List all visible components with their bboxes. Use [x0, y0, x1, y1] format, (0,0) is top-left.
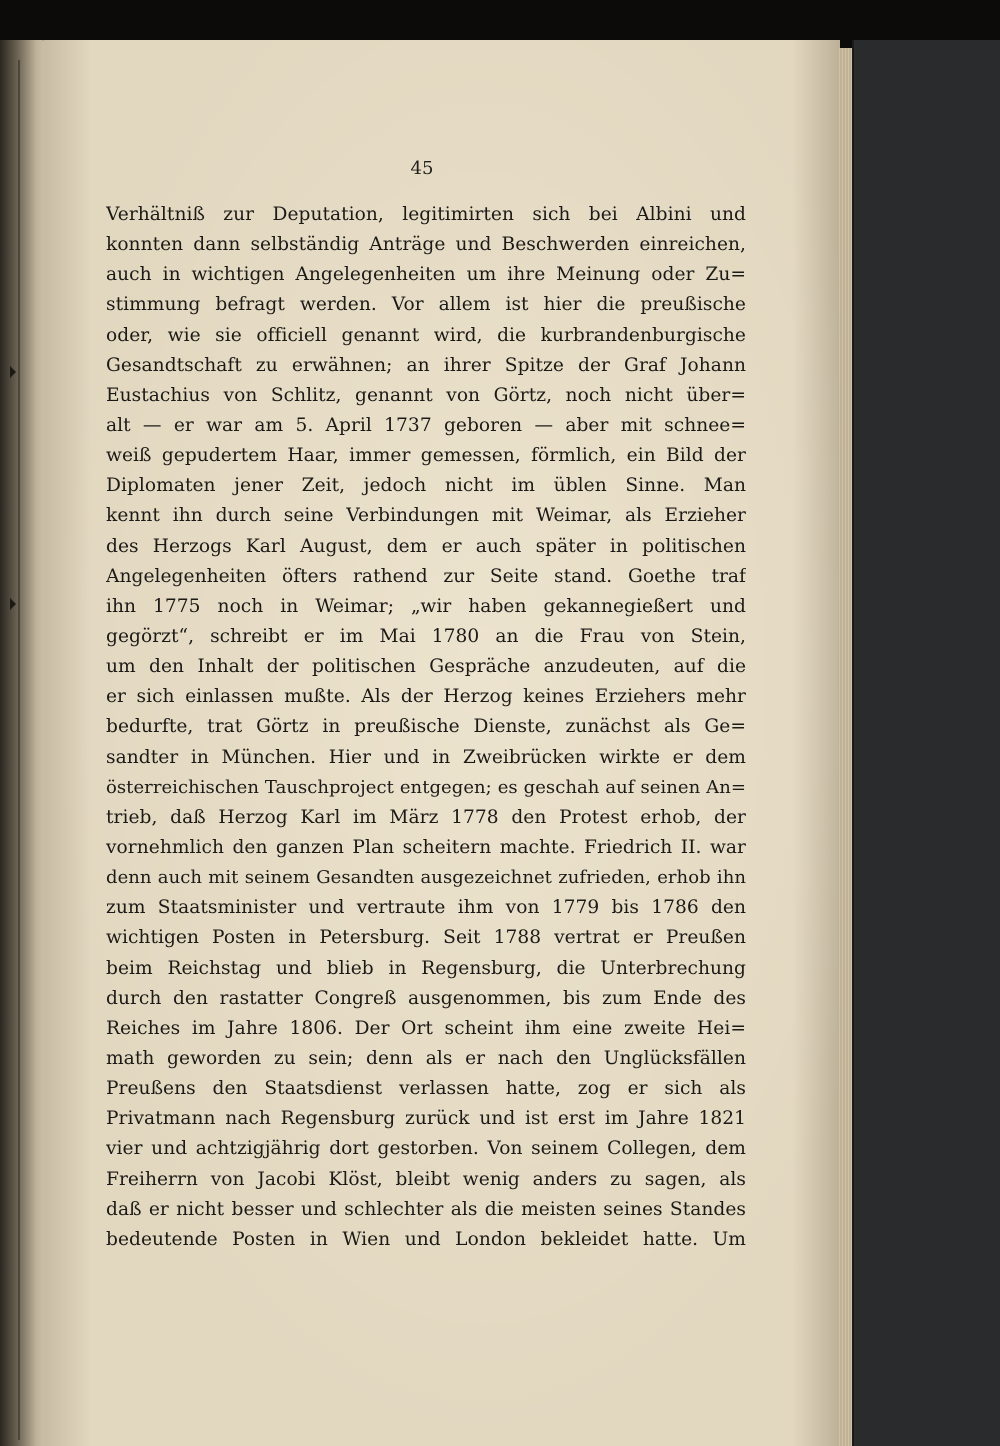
body-text — [106, 200, 746, 1255]
text-line: bedurfte, trat Görtz in preußische Dienste, zunächst als Ge= — [106, 716, 746, 738]
text-line: Preußens den Staatsdienst verlassen hatte, zog er sich als — [106, 1078, 746, 1100]
text-line: Eustachius von Schlitz, genannt von Görtz, noch nicht über= — [106, 384, 746, 406]
text-line: Privatmann nach Regensburg zurück und ist erst im Jahre 1821 — [106, 1108, 746, 1130]
text-line: kennt ihn durch seine Verbindungen mit Weimar, als Erzieher — [106, 505, 746, 527]
text-line: vier und achtzigjährig dort gestorben. Von seinem Collegen, dem — [106, 1138, 746, 1160]
text-line: um den Inhalt der politischen Gespräche anzudeuten, auf die — [106, 656, 746, 678]
text-line: Freiherrn von Jacobi Klöst, bleibt wenig anders zu sagen, als — [106, 1168, 746, 1190]
text-line: alt — er war am 5. April 1737 geboren — aber mit schnee= — [106, 414, 746, 436]
text-line: österreichischen Tauschproject entgegen; es geschah auf seinen An= — [106, 776, 746, 798]
text-line: oder, wie sie officiell genannt wird, die kurbrandenburgische — [106, 324, 746, 346]
text-line: Angelegenheiten öfters rathend zur Seite stand. Goethe traf — [106, 565, 746, 587]
text-line: konnten dann selbständig Anträge und Beschwerden einreichen, — [106, 234, 746, 256]
text-line: ihn 1775 noch in Weimar; „wir haben gekannegießert und — [106, 595, 746, 617]
text-line: zum Staatsminister und vertraute ihm von 1779 bis 1786 den — [106, 897, 746, 919]
text-line: stimmung befragt werden. Vor allem ist hier die preußische — [106, 294, 746, 316]
text-line: Gesandtschaft zu erwähnen; an ihrer Spitze der Graf Johann — [106, 354, 746, 376]
text-line: beim Reichstag und blieb in Regensburg, die Unterbrechung — [106, 957, 746, 979]
text-line: sandter in München. Hier und in Zweibrücken wirkte er dem — [106, 746, 746, 768]
page-fore-edge — [838, 48, 852, 1446]
text-line: Verhältniß zur Deputation, legitimirten sich bei Albini und — [106, 204, 746, 225]
text-line: durch den rastatter Congreß ausgenommen, bis zum Ende des — [106, 987, 746, 1009]
text-line: Reiches im Jahre 1806. Der Ort scheint ihm eine zweite Hei= — [106, 1017, 746, 1039]
text-line: auch in wichtigen Angelegenheiten um ihre Meinung oder Zu= — [106, 264, 746, 286]
text-line: denn auch mit seinem Gesandten ausgezeichnet zufrieden, erhob ihn — [106, 867, 746, 889]
text-line: math geworden zu sein; denn als er nach den Unglücksfällen — [106, 1047, 746, 1069]
text-line: gegörzt“, schreibt er im Mai 1780 an die Frau von Stein, — [106, 625, 746, 647]
gutter-shadow — [18, 60, 20, 1440]
text-line: vornehmlich den ganzen Plan scheitern machte. Friedrich II. war — [106, 836, 746, 858]
text-line: wichtigen Posten in Petersburg. Seit 1788 vertrat er Preußen — [106, 927, 746, 949]
text-line: bedeutende Posten in Wien und London bekleidet hatte. Um — [106, 1228, 746, 1250]
text-line: Diplomaten jener Zeit, jedoch nicht im üblen Sinne. Man — [106, 475, 746, 497]
text-line: des Herzogs Karl August, dem er auch später in politischen — [106, 535, 746, 557]
text-line: er sich einlassen mußte. Als der Herzog keines Erziehers mehr — [106, 686, 746, 708]
text-line: trieb, daß Herzog Karl im März 1778 den Protest erhob, der — [106, 806, 746, 828]
book-cover — [852, 40, 1000, 1446]
book-page — [44, 40, 840, 1446]
page-number: 45 — [410, 158, 434, 179]
text-line: daß er nicht besser und schlechter als die meisten seines Standes — [106, 1198, 746, 1220]
text-line: weiß gepudertem Haar, immer gemessen, förmlich, ein Bild der — [106, 445, 746, 467]
